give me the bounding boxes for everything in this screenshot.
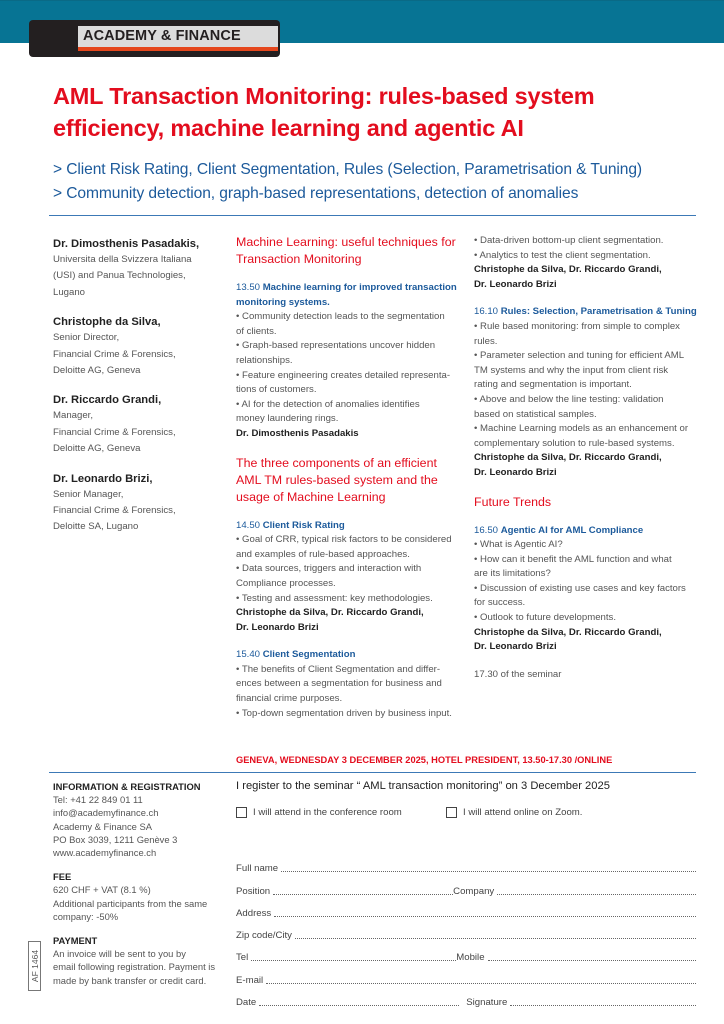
attend-conference-room-checkbox[interactable]: [236, 807, 402, 818]
bullet: Compliance processes.: [236, 577, 336, 589]
presenter: Dr. Leonardo Brizi: [474, 278, 557, 290]
date-signature-row: [236, 986, 696, 1008]
speaker-affiliation: (USI) and Panua Technologies,: [53, 270, 186, 282]
bullet: rating and segmentation is important.: [474, 379, 632, 391]
presenter: Dr. Leonardo Brizi: [474, 466, 557, 478]
speaker-affiliation: Financial Crime & Forensics,: [53, 348, 176, 360]
bullet: financial crime purposes.: [236, 693, 343, 705]
session-title: [236, 648, 471, 663]
position-label: Position: [236, 885, 271, 897]
speaker-brizi: [53, 471, 228, 536]
document-code: [28, 941, 41, 991]
speaker-name: Dr. Leonardo Brizi,: [53, 472, 153, 485]
bullet: • Above and below the line testing: validation: [474, 393, 664, 405]
bullet: relationships.: [236, 354, 293, 366]
payment-line: An invoice will be sent to you by: [53, 948, 186, 960]
speaker-name: Dr. Riccardo Grandi,: [53, 394, 162, 407]
speaker-da-silva: [53, 314, 228, 379]
page-title: [53, 80, 703, 144]
payment-heading: PAYMENT: [53, 935, 98, 947]
end-note: 17.30 of the seminar: [474, 668, 562, 680]
register-statement: I register to the seminar “ AML transaction monitoring” on 3 December 2025: [236, 780, 610, 792]
heading-line: AML TM rules-based system and the: [236, 472, 438, 487]
program-column-middle: [236, 234, 471, 721]
website-link[interactable]: www.academyfinance.ch: [53, 847, 157, 859]
payment-line: made by bank transfer or credit card.: [53, 974, 207, 986]
session-name: Client Risk Rating: [262, 519, 345, 531]
academy-finance-logo: [29, 20, 280, 57]
phone: Tel: +41 22 849 01 11: [53, 794, 143, 806]
heading-line: Machine Learning: useful techniques for: [236, 235, 456, 249]
tel-field[interactable]: [251, 949, 456, 961]
session-name: Rules: Selection, Parametrisation & Tuning: [500, 306, 697, 318]
presenter: Christophe da Silva, Dr. Riccardo Grandi,: [236, 607, 424, 619]
divider: [49, 215, 696, 216]
date-field[interactable]: [259, 994, 459, 1006]
full-name-label: Full name: [236, 863, 279, 875]
bullet: • Graph-based representations uncover hidden: [236, 340, 436, 352]
registration-heading: INFORMATION & REGISTRATION: [53, 781, 201, 792]
session-title: [474, 305, 704, 320]
date-label: Date: [236, 997, 257, 1009]
session-name: Machine learning for improved transaction: [262, 282, 457, 293]
session-client-risk-rating: [236, 519, 471, 636]
speaker-pasadakis: [53, 236, 228, 301]
fee-heading: FEE: [53, 871, 72, 883]
company-name: Academy & Finance SA: [53, 820, 153, 832]
speaker-affiliation: Universita della Svizzera Italiana: [53, 254, 192, 265]
speaker-name: Christophe da Silva,: [53, 316, 161, 329]
speaker-affiliation: Deloitte AG, Geneva: [53, 365, 141, 377]
session-time: 13.50: [236, 282, 261, 293]
program-column-right: [474, 234, 704, 682]
presenter: Dr. Leonardo Brizi: [474, 641, 557, 653]
checkbox-icon[interactable]: [446, 807, 457, 818]
postal-address: PO Box 3039, 1211 Genève 3: [53, 833, 178, 845]
bullet: rules.: [474, 335, 498, 347]
zip-city-field[interactable]: [295, 927, 696, 939]
session-rules: [474, 305, 704, 480]
session-time: 16.50: [474, 524, 499, 536]
bullet: • Outlook to future developments.: [474, 612, 617, 624]
subtitles: [53, 158, 713, 206]
bullet: ences between a segmentation for business and: [236, 678, 442, 690]
speaker-affiliation: Deloitte AG, Geneva: [53, 443, 141, 455]
bullet: • Feature engineering creates detailed representa-: [236, 369, 451, 381]
section-heading-three-components: [236, 455, 471, 506]
session-name: monitoring systems.: [236, 296, 330, 308]
subtitle-2: > Community detection, graph-based representations, detection of anomalies: [53, 185, 579, 202]
bullet: • Parameter selection and tuning for efficient AML: [474, 350, 685, 362]
bullet: TM systems and why the input from client risk: [474, 364, 669, 376]
address-label: Address: [236, 907, 272, 919]
divider: [49, 772, 696, 773]
bullet: • Goal of CRR, typical risk factors to be considered: [236, 534, 452, 546]
session-time: 14.50: [236, 519, 261, 531]
bullet: based on statistical samples.: [474, 408, 597, 420]
logo-stripe: [78, 47, 278, 51]
bullet: • Discussion of existing use cases and key factors: [474, 582, 686, 594]
session-title: [236, 519, 471, 534]
attend-online-checkbox[interactable]: [446, 807, 582, 818]
bullet: • Testing and assessment: key methodologies.: [236, 592, 433, 604]
company-label: Company: [453, 885, 495, 897]
session-ml: [236, 281, 471, 442]
event-date-location: GENEVA, WEDNESDAY 3 DECEMBER 2025, HOTEL PRESIDENT, 13.50-17.30 /ONLINE: [236, 755, 613, 765]
presenter: Christophe da Silva, Dr. Riccardo Grandi,: [474, 626, 662, 638]
bullet: • What is Agentic AI?: [474, 539, 563, 551]
bullet: and examples of rule-based approaches.: [236, 548, 410, 560]
signature-label: Signature: [466, 997, 508, 1009]
bullet: • The benefits of Client Segmentation and differ-: [236, 663, 441, 675]
speaker-affiliation: Lugano: [53, 286, 86, 298]
address-field[interactable]: [274, 905, 696, 917]
session-name: Client Segmentation: [262, 649, 356, 661]
speaker-affiliation: Financial Crime & Forensics,: [53, 426, 176, 438]
heading-line: The three components of an efficient: [236, 455, 437, 470]
title-line-1: AML Transaction Monitoring: rules-based system: [53, 83, 595, 109]
mobile-label: Mobile: [456, 952, 485, 964]
bullet: tions of customers.: [236, 384, 317, 396]
bullet: money laundering rings.: [236, 413, 339, 425]
presenter: Dr. Leonardo Brizi: [236, 621, 319, 633]
info-column: [53, 780, 233, 998]
heading-line: usage of Machine Learning: [236, 489, 386, 504]
presenter: Dr. Dimosthenis Pasadakis: [236, 427, 359, 439]
checkbox-icon[interactable]: [236, 807, 247, 818]
full-name-field[interactable]: [281, 860, 696, 872]
payment-line: email following registration. Payment is: [53, 961, 216, 973]
email-row: [236, 963, 696, 985]
logo-text: ACADEMY & FINANCE: [83, 28, 241, 44]
checkbox-label: I will attend online on Zoom.: [463, 807, 583, 818]
session-name: Agentic AI for AML Compliance: [500, 524, 644, 536]
presenter: Christophe da Silva, Dr. Riccardo Grandi,: [474, 452, 662, 464]
mobile-field[interactable]: [488, 949, 696, 961]
bullet: are its limitations?: [474, 568, 551, 580]
title-line-2: efficiency, machine learning and agentic AI: [53, 115, 524, 141]
position-company-row: [236, 874, 696, 896]
section-heading-machine-learning: [236, 234, 471, 268]
document-code-text: AF 1464: [29, 949, 40, 983]
subtitle-1: > Client Risk Rating, Client Segmentation, Rules (Selection, Parametrisation & Tuning): [53, 161, 643, 178]
attendance-options: [236, 807, 696, 831]
registration-form: [236, 778, 696, 1008]
speaker-affiliation: Deloitte SA, Lugano: [53, 521, 139, 533]
tel-mobile-row: [236, 941, 696, 963]
zip-city-label: Zip code/City: [236, 930, 292, 942]
bullet: • Data sources, triggers and interaction with: [236, 563, 422, 575]
speaker-affiliation: Senior Manager,: [53, 488, 124, 500]
bullet: • How can it benefit the AML function and what: [474, 553, 672, 565]
bullet: • Analytics to test the client segmentation.: [474, 249, 651, 261]
speaker-grandi: [53, 392, 228, 457]
session-time: 16.10: [474, 306, 499, 318]
bullet: • Rule based monitoring: from simple to complex: [474, 320, 680, 332]
company-field[interactable]: [497, 883, 696, 895]
session-title: [236, 281, 471, 296]
bullet: • Community detection leads to the segmentation: [236, 311, 445, 323]
speaker-name: Dr. Dimosthenis Pasadakis,: [53, 238, 200, 250]
bullet: • Data-driven bottom-up client segmentation.: [474, 235, 664, 246]
fee-line: Additional participants from the same: [53, 897, 208, 909]
presenter: Christophe da Silva, Dr. Riccardo Grandi,: [474, 264, 662, 276]
bullet: for success.: [474, 597, 526, 609]
email-label: E-mail: [236, 974, 264, 986]
full-name-row: [236, 852, 696, 874]
fee-line: 620 CHF + VAT (8.1 %): [53, 884, 151, 896]
tel-label: Tel: [236, 952, 249, 964]
email-link[interactable]: info@academyfinance.ch: [53, 807, 159, 819]
session-agentic-ai: [474, 524, 704, 655]
session-client-segmentation: [236, 648, 471, 721]
session-title: [474, 524, 704, 539]
heading-line: Transaction Monitoring: [236, 252, 362, 266]
section-heading-future-trends: Future Trends: [474, 494, 552, 509]
payment-info: [53, 934, 233, 987]
fee-info: [53, 870, 233, 923]
address-row: [236, 897, 696, 919]
bullet: • AI for the detection of anomalies identifies: [236, 398, 420, 410]
bullet: • Top-down segmentation driven by business input.: [236, 707, 452, 719]
bullet: • Machine Learning models as an enhancement or: [474, 423, 689, 435]
speaker-affiliation: Financial Crime & Forensics,: [53, 505, 176, 517]
position-field[interactable]: [273, 883, 453, 895]
session-time: 15.40: [236, 649, 261, 661]
logo-plate: [78, 26, 278, 47]
signature-field[interactable]: [510, 994, 696, 1006]
fee-line: company: -50%: [53, 910, 119, 922]
checkbox-label: I will attend in the conference room: [253, 807, 402, 818]
speaker-affiliation: Manager,: [53, 410, 94, 422]
form-fields: [236, 852, 696, 1008]
zip-city-row: [236, 919, 696, 941]
speakers-column: [53, 236, 228, 549]
speaker-affiliation: Senior Director,: [53, 332, 120, 344]
email-field[interactable]: [266, 972, 696, 984]
registration-info: [53, 780, 233, 859]
bullet: of clients.: [236, 325, 277, 337]
bullet: complementary solution to rule-based systems.: [474, 437, 675, 449]
